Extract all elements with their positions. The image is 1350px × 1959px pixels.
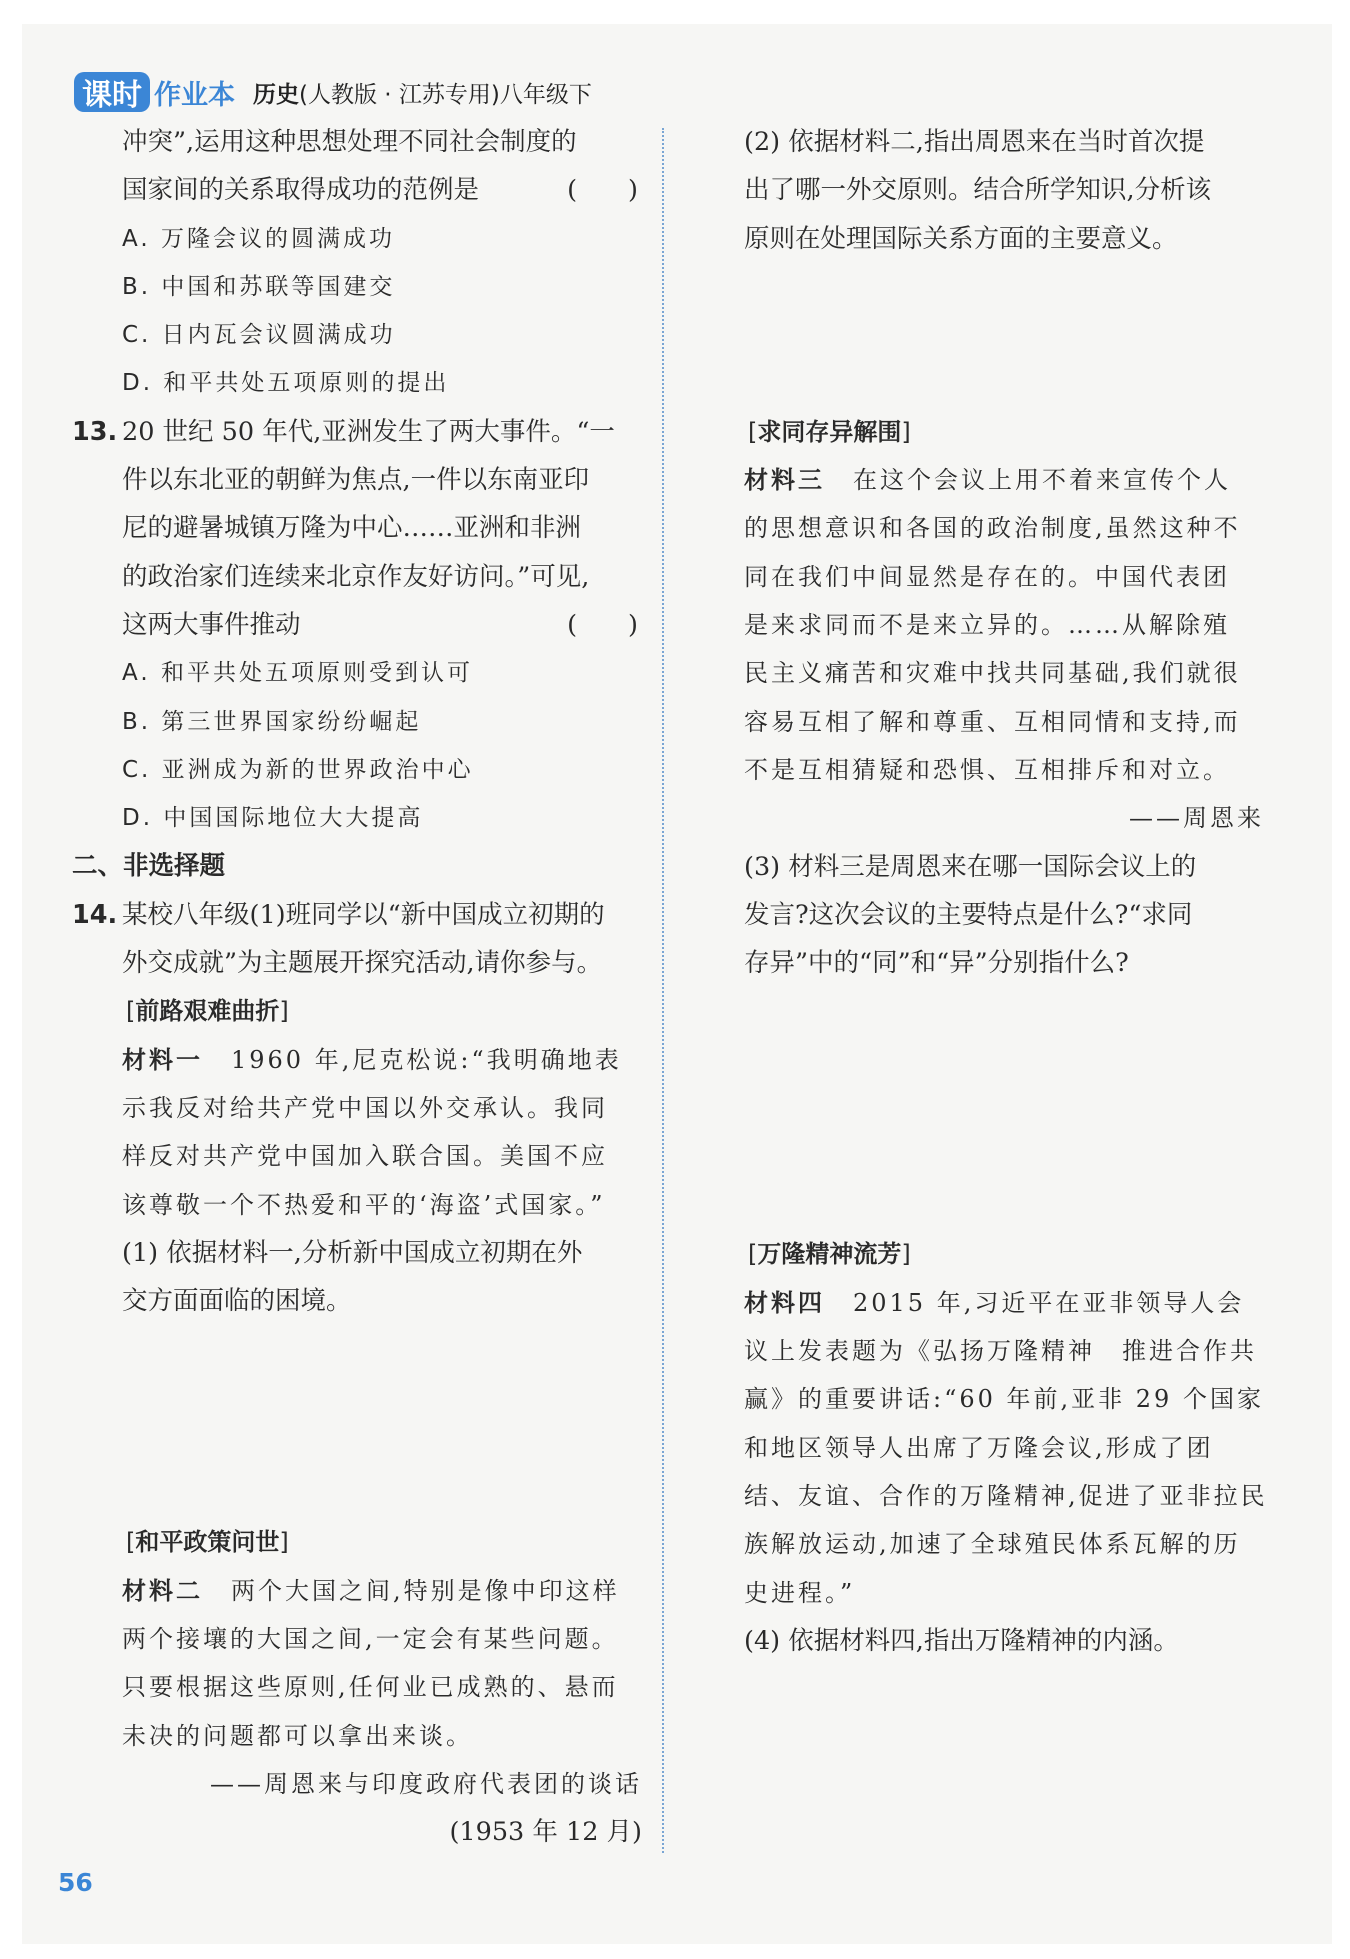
left-column (72, 118, 642, 1857)
material-label: 材料四 (744, 1288, 825, 1317)
sub-question: 发言?这次会议的主要特点是什么?“求同 (744, 899, 1193, 930)
q13-line: 尼的避暑城镇万隆为中心……亚洲和非洲 (122, 513, 582, 544)
subsection-tag: [ 前路艰难曲折 ] (122, 987, 642, 1035)
material-line: 的思想意识和各国的政治制度,虽然这种不 (744, 514, 1241, 543)
material-label: 材料一 (122, 1045, 203, 1074)
q12-line: 冲突”,运用这种思想处理不同社会制度的 (122, 127, 577, 157)
q12-option: A. 万隆会议的圆满成功 (122, 225, 395, 252)
q13-option: D. 中国国际地位大大提高 (122, 805, 424, 832)
material-line: 不是互相猜疑和恐惧、互相排斥和对立。 (744, 755, 1230, 784)
material-line: 样反对共产党中国加入联合国。美国不应 (122, 1142, 608, 1171)
sub-question: 原则在处理国际关系方面的主要意义。 (744, 223, 1178, 254)
section-heading: 二、非选择题 (72, 851, 226, 882)
sub-question: (2) 依据材料二,指出周恩来在当时首次提 (744, 127, 1205, 157)
right-column (744, 118, 1268, 1665)
material-line: 示我反对给共产党中国以外交承认。我同 (122, 1093, 608, 1122)
material-label: 材料二 (122, 1576, 203, 1605)
material-line: 和地区领导人出席了万隆会议,形成了团 (744, 1433, 1214, 1462)
material-line: 两个接壤的大国之间,一定会有某些问题。 (122, 1625, 619, 1654)
sub-question: (4) 依据材料四,指出万隆精神的内涵。 (744, 1625, 1179, 1656)
q14-line: 14. 某校八年级(1)班同学以“新中国成立初期的 (122, 891, 642, 939)
material-date: (1953 年 12 月) (449, 1817, 642, 1848)
header (74, 70, 592, 114)
page-number: 56 (58, 1868, 93, 1897)
q13-option: A. 和平共处五项原则受到认可 (122, 660, 473, 687)
material-line: 结、友谊、合作的万隆精神,促进了亚非拉民 (744, 1481, 1268, 1510)
answer-space[interactable] (744, 263, 1264, 408)
q13-line: 这两大事件推动 ( ) (122, 601, 642, 649)
subsection-tag: [ 万隆精神流芳 ] (744, 1230, 1264, 1278)
answer-space[interactable] (744, 987, 1264, 1230)
q12-option: B. 中国和苏联等国建交 (122, 273, 396, 300)
subsection-tag: [ 求同存异解围 ] (744, 408, 1264, 456)
column-divider (662, 128, 664, 1853)
material-line: 同在我们中间显然是存在的。中国代表团 (744, 562, 1230, 591)
material-label: 材料三 (744, 466, 825, 495)
sub-question: (3) 材料三是周恩来在哪一国际会议上的 (744, 851, 1197, 882)
sub-question: (1) 依据材料一,分析新中国成立初期在外 (122, 1237, 583, 1268)
question-number: 14. (72, 899, 118, 930)
material-line: 未决的问题都可以拿出来谈。 (122, 1721, 473, 1750)
material-line: 材料二 两个大国之间,特别是像中印这样 (122, 1567, 642, 1615)
subsection-tag: [ 和平政策问世 ] (122, 1518, 642, 1566)
q14-line: 外交成就”为主题展开探究活动,请你参与。 (122, 948, 603, 979)
answer-paren[interactable]: ( ) (567, 609, 638, 640)
material-line: 容易互相了解和尊重、互相同情和支持,而 (744, 707, 1241, 736)
logo-badge: 课时 (74, 72, 150, 112)
q13-line: 件以东北亚的朝鲜为焦点,一件以东南亚印 (122, 465, 590, 496)
material-line: 该尊敬一个不热爱和平的‘海盗’式国家。” (122, 1190, 606, 1219)
material-line: 议上发表题为《弘扬万隆精神 推进合作共 (744, 1337, 1257, 1366)
q13-option: C. 亚洲成为新的世界政治中心 (122, 756, 474, 783)
subject-title: 历史(人教版 · 江苏专用)八年级下 (253, 81, 592, 108)
q13-line: 的政治家们连续来北京作友好访问。”可见, (122, 561, 590, 592)
material-line: 赢》的重要讲话:“60 年前,亚非 29 个国家 (744, 1385, 1264, 1414)
material-source: ——周恩来与印度政府代表团的谈话 (210, 1769, 642, 1798)
material-line: 族解放运动,加速了全球殖民体系瓦解的历 (744, 1530, 1241, 1559)
material-line: 民主义痛苦和灾难中找共同基础,我们就很 (744, 659, 1241, 688)
logo-text: 作业本 (154, 79, 235, 111)
material-line: 材料四 2015 年,习近平在亚非领导人会 (744, 1279, 1264, 1327)
material-line: 是来求同而不是来立异的。……从解除殖 (744, 611, 1230, 640)
sub-question: 出了哪一外交原则。结合所学知识,分析该 (744, 175, 1212, 206)
q13-line: 13. 20 世纪 50 年代,亚洲发生了两大事件。“一 (122, 408, 642, 456)
answer-paren[interactable]: ( ) (567, 175, 638, 206)
q12-option: C. 日内瓦会议圆满成功 (122, 322, 396, 349)
q13-option: B. 第三世界国家纷纷崛起 (122, 708, 422, 735)
sub-question: 交方面面临的困境。 (122, 1286, 352, 1317)
q12-line: 国家间的关系取得成功的范例是 ( ) (122, 166, 642, 214)
material-line: 只要根据这些原则,任何业已成熟的、悬而 (122, 1673, 619, 1702)
sub-question: 存异”中的“同”和“异”分别指什么? (744, 948, 1129, 979)
material-line: 材料一 1960 年,尼克松说:“我明确地表 (122, 1036, 642, 1084)
material-source: ——周恩来 (1129, 804, 1264, 833)
q12-option: D. 和平共处五项原则的提出 (122, 370, 450, 397)
question-number: 13. (72, 416, 118, 447)
material-line: 材料三 在这个会议上用不着来宣传个人 (744, 456, 1264, 504)
answer-space[interactable] (122, 1325, 642, 1518)
material-line: 史进程。” (744, 1578, 856, 1607)
